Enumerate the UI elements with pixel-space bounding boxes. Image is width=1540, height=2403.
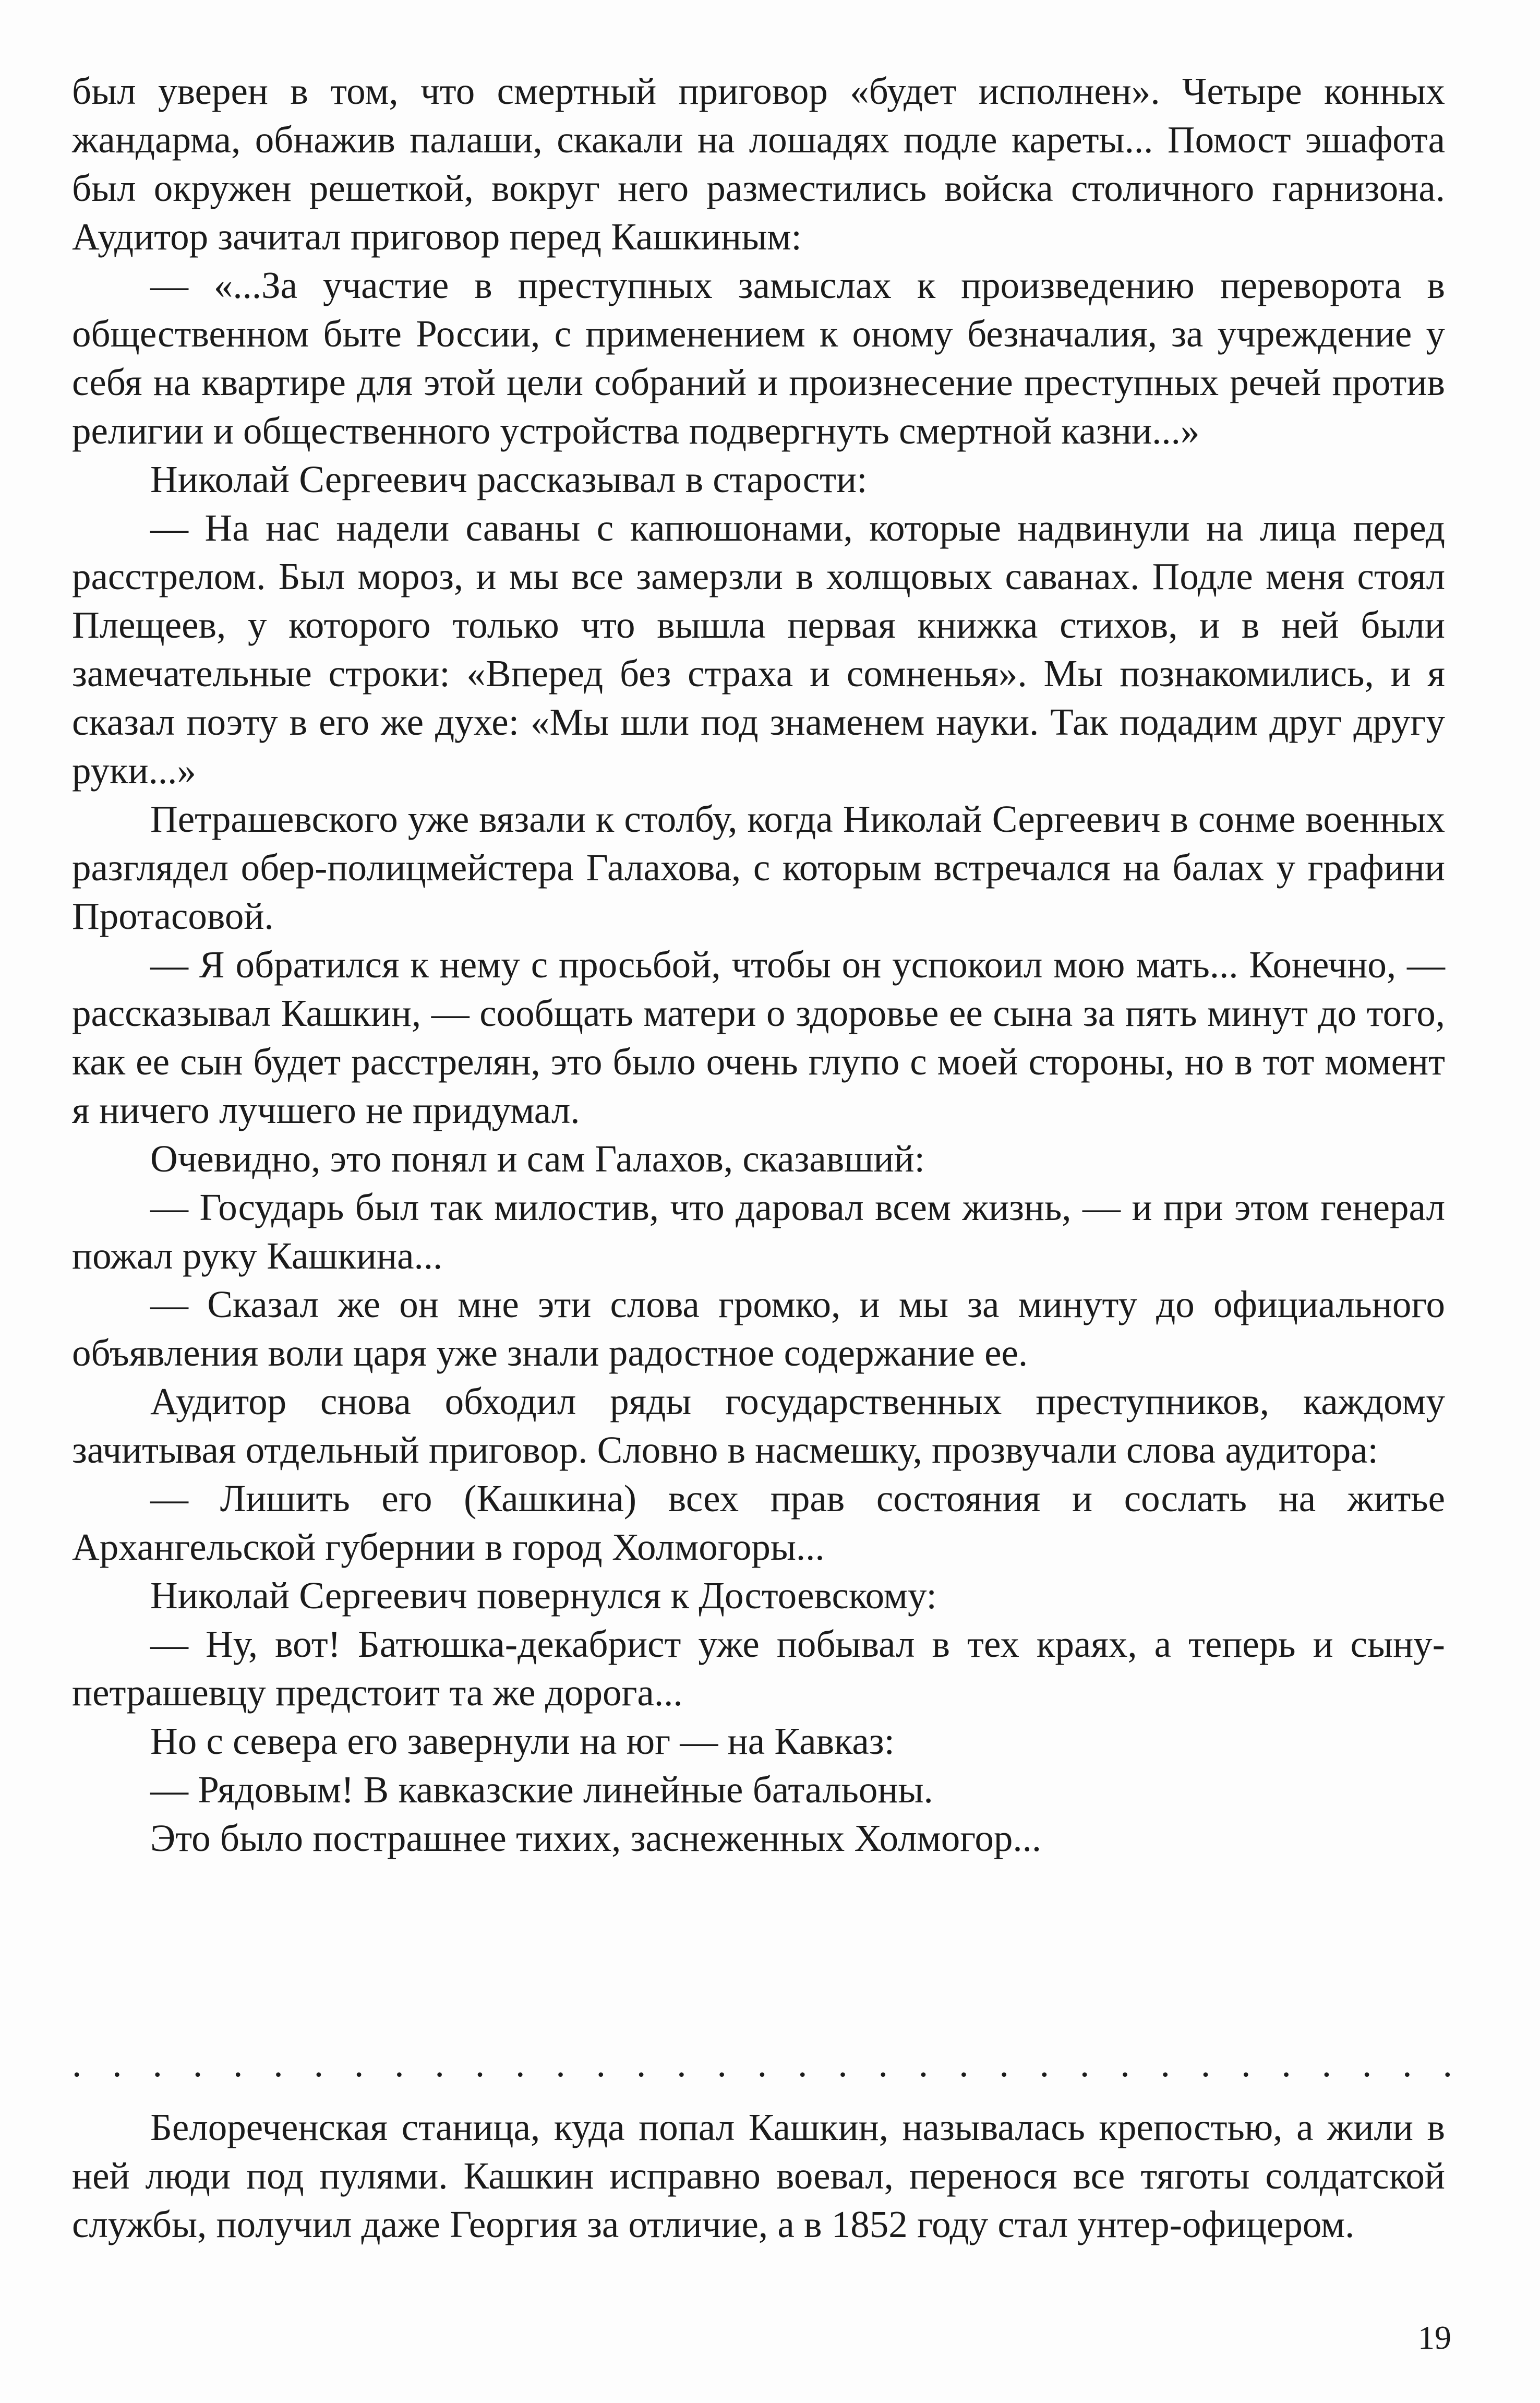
paragraph-4: — На нас надели саваны с капюшонами, которые надвинули на лица перед расстрелом. Был мороз, и мы все замерзли в холщовых саванах. Подле меня стоял Плещеев, у которого только что вышла первая книжка стихов, и в ней были замечательные строки: «Вперед без страха и сомненья». Мы познакомились, и я сказал поэту в его же духе: «Мы шли под знаменем науки. Так подадим друг другу руки...» — [72, 507, 1445, 792]
paragraph-7: Очевидно, это понял и сам Галахов, сказавший: — [150, 1138, 925, 1180]
dotted-separator: . . . . . . . . . . . . . . . . . . . . . . . . . . . . . . . . . . . — [72, 2042, 1452, 2085]
paragraph-15: — Рядовым! В кавказские линейные батальоны. — [150, 1768, 933, 1811]
paragraph-16: Это было пострашнее тихих, заснеженных Холмогор... — [150, 1817, 1042, 1859]
paragraph-14: Но с севера его завернули на юг — на Кавказ: — [150, 1720, 895, 1762]
main-text — [72, 67, 1445, 1862]
paragraph-11: — Лишить его (Кашкина) всех прав состояния и сослать на житье Архангельской губернии в город Холмогоры... — [72, 1477, 1445, 1568]
paragraph-12: Николай Сергеевич повернулся к Достоевскому: — [150, 1574, 937, 1617]
continuation-text — [72, 2103, 1445, 2249]
paragraph-8: — Государь был так милостив, что даровал всем жизнь, — и при этом генерал пожал руку Кашкина... — [72, 1186, 1445, 1277]
paragraph-after-separator: Белореченская станица, куда попал Кашкин, называлась крепостью, а жили в ней люди под пулями. Кашкин исправно воевал, перенося все тяготы солдатской службы, получил даже Георгия за отличие, а в 1852 году стал унтер-офицером. — [72, 2106, 1445, 2245]
paragraph-9: — Сказал же он мне эти слова громко, и мы за минуту до официального объявления воли царя уже знали радостное содержание ее. — [72, 1283, 1445, 1374]
paragraph-6: — Я обратился к нему с просьбой, чтобы он успокоил мою мать... Конечно, — рассказывал Кашкин, — сообщать матери о здоровье ее сына за пять минут до того, как ее сын будет расстрелян, это было очень глупо с моей стороны, но в тот момент я ничего лучшего не придумал. — [72, 943, 1445, 1131]
paragraph-13: — Ну, вот! Батюшка-декабрист уже побывал в тех краях, а теперь и сыну-петрашевцу предстоит та же дорога... — [72, 1623, 1445, 1714]
paragraph-5: Петрашевского уже вязали к столбу, когда Николай Сергеевич в сонме военных разглядел обер-полицмейстера Галахова, с которым встречался на балах у графини Протасовой. — [72, 798, 1445, 937]
paragraph-2: — «...За участие в преступных замыслах к произведению переворота в общественном быте России, с применением к оному безначалия, за учреждение у себя на квартире для этой цели собраний и произнесение преступных речей против религии и общественного устройства подвергнуть смертной казни...» — [72, 264, 1445, 452]
paragraph-3: Николай Сергеевич рассказывал в старости: — [150, 458, 868, 500]
paragraph-1: был уверен в том, что смертный приговор «будет исполнен». Четыре конных жандарма, обнажив палаши, скакали на лошадях подле кареты... Помост эшафота был окружен решеткой, вокруг него разместились войска столичного гарнизона. Аудитор зачитал приговор перед Кашкиным: — [72, 70, 1445, 258]
paragraph-10: Аудитор снова обходил ряды государственных преступников, каждому зачитывая отдельный приговор. Словно в насмешку, прозвучали слова аудитора: — [72, 1380, 1445, 1471]
page-number: 19 — [1418, 2319, 1451, 2356]
